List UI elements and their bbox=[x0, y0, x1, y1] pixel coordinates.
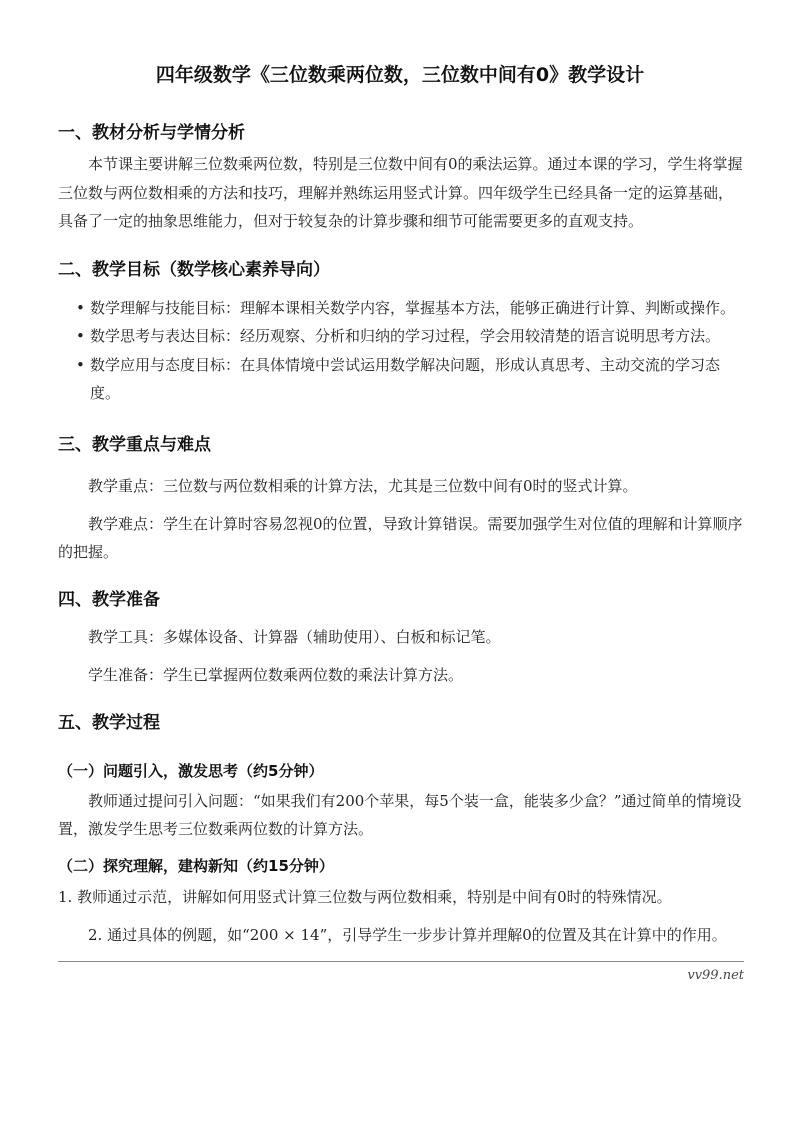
step-item-2: 2. 通过具体的例题，如“200 × 14”，引导学生一步步计算并理解0的位置及其在计算中的作用。 bbox=[88, 925, 727, 944]
section-heading-3: 三、教学重点与难点 bbox=[58, 434, 211, 455]
footer-divider bbox=[58, 961, 744, 962]
subsection-heading-2: （二）探究理解，建构新知（约15分钟） bbox=[58, 856, 334, 875]
section-heading-2: 二、教学目标（数学核心素养导向） bbox=[58, 259, 330, 280]
section-heading-1: 一、教材分析与学情分析 bbox=[58, 123, 245, 143]
key-points-paragraph: 教学重点：三位数与两位数相乘的计算方法，尤其是三位数中间有0时的竖式计算。 bbox=[88, 476, 638, 495]
subsection-1-paragraph: 教师通过提问引入问题：“如果我们有200个苹果，每5个装一盒，能装多少盒？”通过简单的情境设置，激发学生思考三位数乘两位数的计算方法。 bbox=[58, 791, 742, 838]
footer-site: vv99.net bbox=[687, 968, 744, 983]
difficulties-paragraph: 教学难点：学生在计算时容易忽视0的位置，导致计算错误。需要加强学生对位值的理解和计算顺序的把握。 bbox=[58, 514, 743, 561]
bullet-item bbox=[76, 351, 744, 408]
bullet-text: 数学思考与表达目标：经历观察、分析和归纳的学习过程，学会用较清楚的语言说明思考方法。 bbox=[90, 327, 721, 345]
bullet-item bbox=[76, 322, 744, 351]
bullet-item bbox=[76, 294, 744, 323]
subsection-heading-1: （一）问题引入，激发思考（约5分钟） bbox=[58, 761, 324, 780]
document-title: 四年级数学《三位数乘两位数，三位数中间有0》教学设计 bbox=[155, 64, 645, 86]
student-prep-paragraph: 学生准备：学生已掌握两位数乘两位数的乘法计算方法。 bbox=[88, 665, 464, 684]
tools-paragraph: 教学工具：多媒体设备、计算器（辅助使用）、白板和标记笔。 bbox=[88, 627, 501, 646]
bullet-text: 数学应用与态度目标：在具体情境中尝试运用数学解决问题，形成认真思考、主动交流的学习态度。 bbox=[90, 355, 721, 402]
section-heading-4: 四、教学准备 bbox=[58, 589, 160, 610]
bullet-text: 数学理解与技能目标：理解本课相关数学内容，掌握基本方法，能够正确进行计算、判断或操作。 bbox=[90, 298, 736, 317]
bullet-icon: • bbox=[76, 327, 85, 345]
step-item-1: 1. 教师通过示范，讲解如何用竖式计算三位数与两位数相乘，特别是中间有0时的特殊情况。 bbox=[58, 887, 672, 906]
bullet-icon: • bbox=[76, 298, 85, 317]
bullet-icon: • bbox=[76, 355, 85, 374]
section-1-paragraph: 本节课主要讲解三位数乘两位数，特别是三位数中间有0的乘法运算。通过本课的学习，学生将掌握三位数与两位数相乘的方法和技巧，理解并熟练运用竖式计算。四年级学生已经具备一定的运算基础，具备了一定的抽象思维能力，但对于较复杂的计算步骤和细节可能需要更多的直观支持。 bbox=[58, 155, 743, 230]
section-heading-5: 五、教学过程 bbox=[58, 712, 160, 733]
